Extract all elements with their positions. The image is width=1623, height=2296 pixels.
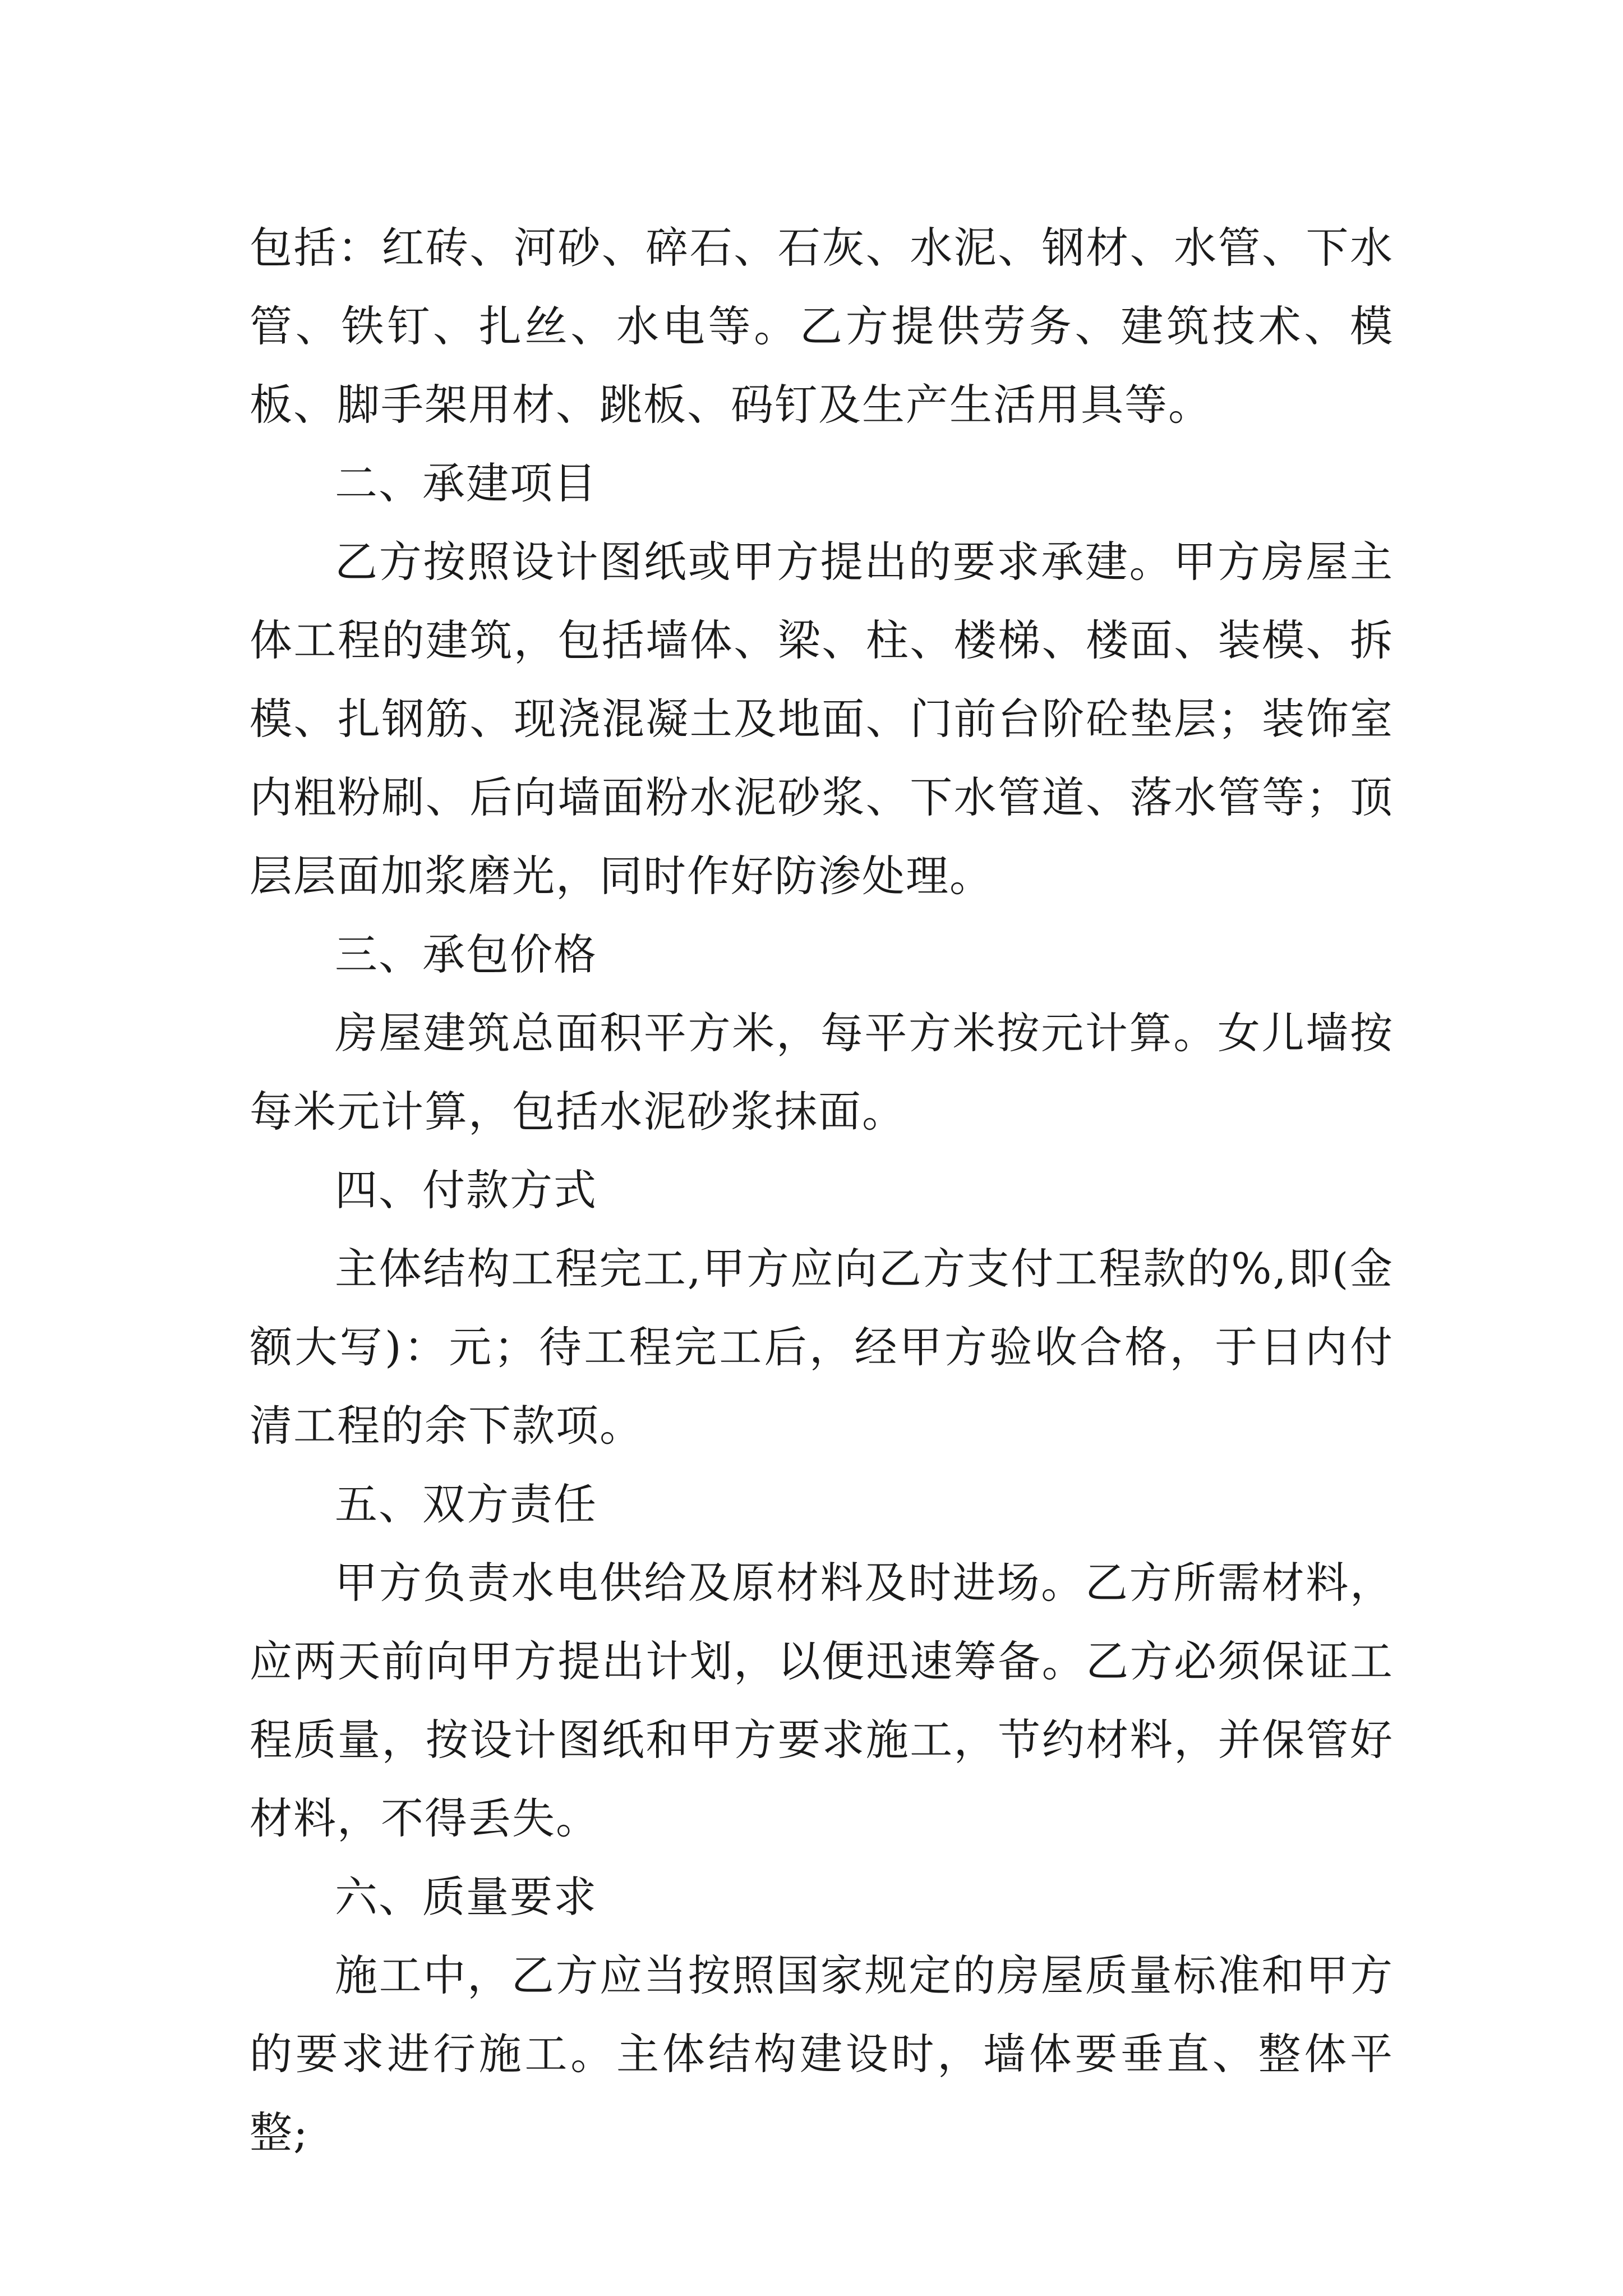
quality-requirements-paragraph: 施工中，乙方应当按照国家规定的房屋质量标准和甲方的要求进行施工。主体结构建设时，墙体要垂直、整体平整; <box>250 1950 1394 2157</box>
section-heading-responsibilities: 五、双方责任 <box>335 1479 597 1529</box>
section-heading-contract-price: 三、承包价格 <box>335 930 597 979</box>
section-heading-payment-method: 四、付款方式 <box>335 1165 597 1215</box>
section-heading-construction-items: 二、承建项目 <box>335 458 597 508</box>
document-page <box>250 209 1394 2172</box>
construction-items-paragraph: 乙方按照设计图纸或甲方提出的要求承建。甲方房屋主体工程的建筑，包括墙体、梁、柱、楼梯、楼面、装模、拆模、扎钢筋、现浇混凝土及地面、门前台阶砼垫层；装饰室内粗粉刷、后向墙面粉水泥砂浆、下水管道、落水管等；顶层层面加浆磨光，同时作好防渗处理。 <box>250 537 1394 901</box>
section-heading-quality-requirements: 六、质量要求 <box>335 1872 597 1922</box>
responsibilities-paragraph: 甲方负责水电供给及原材料及时进场。乙方所需材料，应两天前向甲方提出计划，以便迅速筹备。乙方必须保证工程质量，按设计图纸和甲方要求施工，节约材料，并保管好材料，不得丢失。 <box>250 1558 1394 1843</box>
contract-price-paragraph: 房屋建筑总面积平方米，每平方米按元计算。女儿墙按每米元计算，包括水泥砂浆抹面。 <box>250 1008 1394 1137</box>
payment-method-paragraph: 主体结构工程完工,甲方应向乙方支付工程款的%,即(金额大写)：元；待工程完工后，经甲方验收合格，于日内付清工程的余下款项。 <box>250 1244 1394 1451</box>
materials-paragraph: 包括：红砖、河砂、碎石、石灰、水泥、钢材、水管、下水管、铁钉、扎丝、水电等。乙方提供劳务、建筑技术、模板、脚手架用材、跳板、码钉及生产生活用具等。 <box>250 223 1394 430</box>
